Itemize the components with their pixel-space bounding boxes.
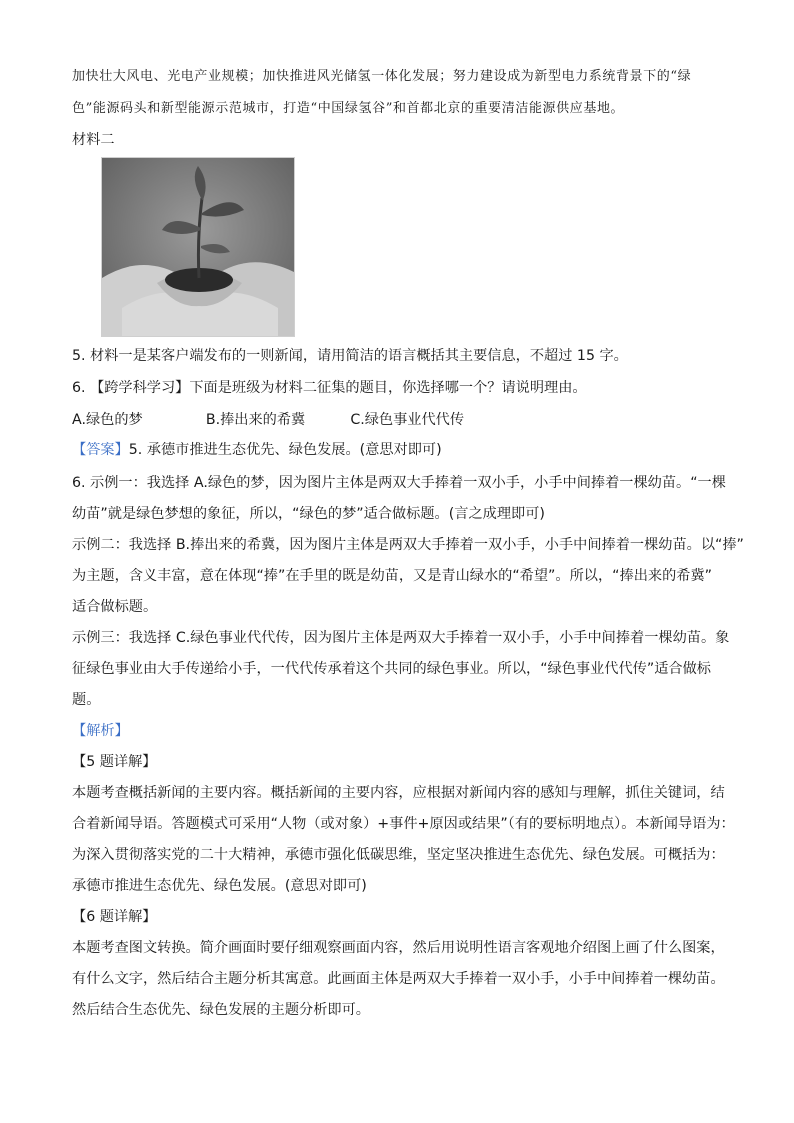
q5-detail-line-2: 合着新闻导语。答题模式可采用“人物（或对象）+事件+原因或结果”（有的要标明地点）。本新闻导语为： <box>72 816 735 832</box>
analysis-tag: 【解析】 <box>72 723 129 739</box>
example-3-line-1: 示例三：我选择 C.绿色事业代代传，因为图片主体是两双大手捧着一双小手，小手中间捧着一棵幼苗。象 <box>72 630 730 646</box>
q6-detail-heading: 【6 题详解】 <box>72 909 157 925</box>
example-2-line-1: 示例二：我选择 B.捧出来的希冀，因为图片主体是两双大手捧着一双小手，小手中间捧着一棵幼苗。以“捧” <box>72 537 744 553</box>
example-2-line-3: 适合做标题。 <box>72 599 158 615</box>
question-6: 6. 【跨学科学习】下面是班级为材料二征集的题目，你选择哪一个？请说明理由。 <box>72 380 587 396</box>
material2-label: 材料二 <box>72 132 115 148</box>
answer-5-text: 5. 承德市推进生态优先、绿色发展。(意思对即可) <box>128 442 442 458</box>
q6-detail-line-3: 然后结合生态优先、绿色发展的主题分析即可。 <box>72 1002 370 1018</box>
answer-tag: 【答案】 <box>72 442 129 458</box>
material1-line-2: 色”能源码头和新型能源示范城市，打造“中国绿氢谷”和首都北京的重要清洁能源供应基地。 <box>72 101 625 116</box>
answer-line <box>72 440 442 460</box>
q5-detail-line-4: 承德市推进生态优先、绿色发展。(意思对即可) <box>72 878 367 894</box>
q6-detail-line-1: 本题考查图文转换。简介画面时要仔细观察画面内容，然后用说明性语言客观地介绍图上画了什么图案， <box>72 940 725 956</box>
example-1-line-2: 幼苗”就是绿色梦想的象征，所以，“绿色的梦”适合做标题。(言之成理即可) <box>72 506 545 522</box>
example-3-line-2: 征绿色事业由大手传递给小手，一代代传承着这个共同的绿色事业。所以，“绿色事业代代传”适合做标 <box>72 661 711 677</box>
q6-detail-line-2: 有什么文字，然后结合主题分析其寓意。此画面主体是两双大手捧着一双小手，小手中间捧着一棵幼苗。 <box>72 971 725 987</box>
question-6-options: A.绿色的梦 B.捧出来的希冀 C.绿色事业代代传 <box>72 412 465 428</box>
q5-detail-line-3: 为深入贯彻落实党的二十大精神，承德市强化低碳思维，坚定坚决推进生态优先、绿色发展。可概括为： <box>72 847 725 863</box>
question-5: 5. 材料一是某客户端发布的一则新闻，请用简洁的语言概括其主要信息，不超过 15 字。 <box>72 348 628 364</box>
example-3-line-3: 题。 <box>72 692 101 708</box>
material1-line-1: 加快壮大风电、光电产业规模；加快推进风光储氢一体化发展；努力建设成为新型电力系统背景下的“绿 <box>72 69 692 84</box>
q5-detail-heading: 【5 题详解】 <box>72 754 157 770</box>
example-1-line-1: 6. 示例一：我选择 A.绿色的梦，因为图片主体是两双大手捧着一双小手，小手中间捧着一棵幼苗。“一棵 <box>72 475 726 491</box>
hands-holding-seedling-photo <box>101 157 295 337</box>
q5-detail-line-1: 本题考查概括新闻的主要内容。概括新闻的主要内容，应根据对新闻内容的感知与理解，抓住关键词，结 <box>72 785 725 801</box>
example-2-line-2: 为主题，含义丰富，意在体现“捧”在手里的既是幼苗，又是青山绿水的“希望”。所以，“捧出来的希冀” <box>72 568 712 584</box>
